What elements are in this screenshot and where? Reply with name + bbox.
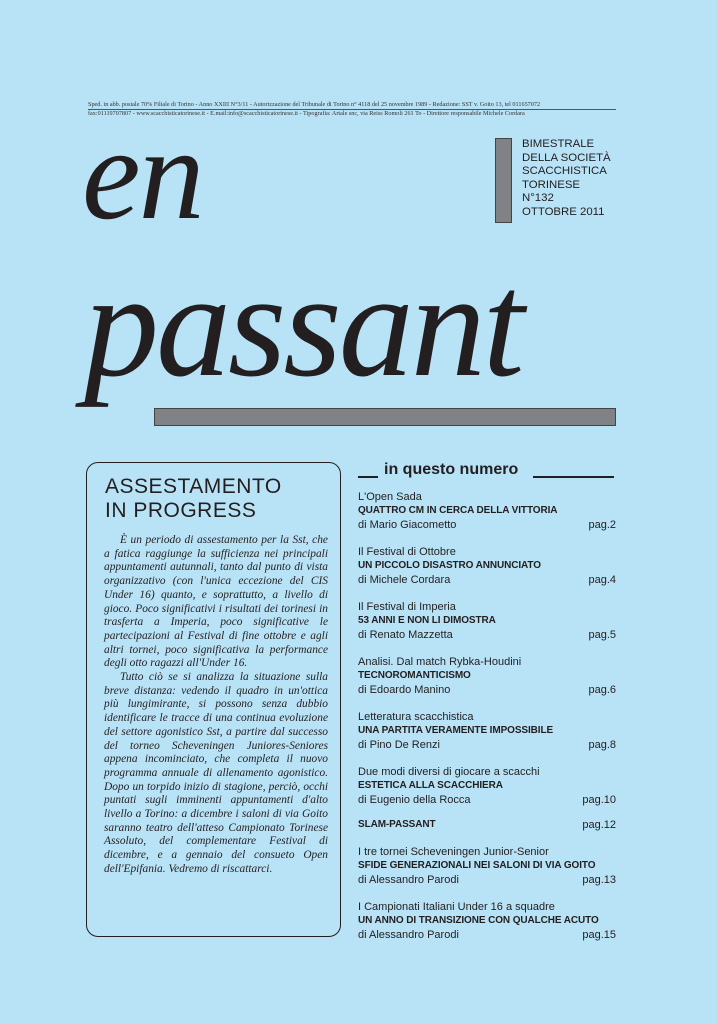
toc-item[interactable] (358, 655, 616, 697)
issue-date: OTTOBRE 2011 (522, 205, 605, 218)
editorial-body (104, 534, 328, 877)
toc-item-headline: 53 ANNI E NON LI DIMOSTRA (358, 615, 496, 626)
toc-item-category: Due modi diversi di giocare a scacchi (358, 766, 540, 778)
toc-item-category: L'Open Sada (358, 491, 422, 503)
toc-item-author: di Alessandro Parodi (358, 929, 459, 941)
toc-item-headline: SFIDE GENERAZIONALI NEI SALONI DI VIA GOITO (358, 860, 596, 871)
editorial-title-line-1: ASSESTAMENTO (105, 475, 282, 498)
editorial-box (86, 462, 341, 937)
toc-header-rule-right (533, 476, 614, 478)
toc-item-headline: UN ANNO DI TRANSIZIONE CON QUALCHE ACUTO (358, 915, 599, 926)
toc-item-headline: ESTETICA ALLA SCACCHIERA (358, 780, 503, 791)
masthead-info-line: SCACCHISTICA (522, 165, 607, 178)
editorial-paragraph: È un periodo di assestamento per la Sst, che a fatica raggiunge la sufficienza nei principali appuntamenti autunnali, tanto dal punto di vista organizzativo (con l'unica eccezione del CIS Under 16) quanto, e soprattutto, a livello di gioco. Poco significativi i risultati dei torinesi in trasferta a Imperia, poco significative le partecipazioni al Festival di fine ottobre e agli altri tornei, poco significativa la performance degli otto ragazzi all'Under 16. (104, 534, 328, 670)
masthead-horizontal-bar (154, 408, 616, 426)
toc-item[interactable] (358, 900, 616, 942)
toc-item-page: pag.8 (588, 739, 616, 751)
toc-item-author: di Renato Mazzetta (358, 629, 453, 641)
masthead-info-line: DELLA SOCIETÀ (522, 151, 611, 164)
masthead-title-en: en (82, 100, 203, 247)
toc-item-author: di Pino De Renzi (358, 739, 440, 751)
issue-number: N°132 (522, 192, 554, 205)
toc-item-page: pag.4 (588, 574, 616, 586)
toc-item-page: pag.6 (588, 684, 616, 696)
toc-item-category: Letteratura scacchistica (358, 711, 474, 723)
toc-item[interactable] (358, 765, 616, 807)
toc-item-headline: TECNOROMANTICISMO (358, 670, 471, 681)
toc-item-headline: UNA PARTITA VERAMENTE IMPOSSIBILE (358, 725, 554, 736)
toc-item-category: Il Festival di Ottobre (358, 546, 456, 558)
toc-item-author: di Mario Giacometto (358, 519, 457, 531)
masthead-info (522, 138, 611, 220)
toc-item-page: pag.12 (582, 819, 616, 831)
toc-item-category: Analisi. Dal match Rybka-Houdini (358, 656, 522, 668)
postal-line-1: Sped. in abb. postale 70% Filiale di Torino - Anno XXIII N°3/11 - Autorizzazione del Tribunale di Torino n° 4118 del 25 novembre 1989 - Redazione: SST v. Goito 13, tel 011657072 (88, 101, 616, 110)
toc-item-page: pag.15 (582, 929, 616, 941)
toc-item-page: pag.5 (588, 629, 616, 641)
toc-item-headline: UN PICCOLO DISASTRO ANNUNCIATO (358, 560, 541, 571)
toc-item[interactable] (358, 710, 616, 752)
editorial-paragraph: Tutto ciò se si analizza la situazione sulla breve distanza: vedendo il quadro in un'ottica più lungimirante, si possono senza dubbio identificare le tracce di una continua evoluzione del settore agonistico Sst, a partire dal successo del torneo Scheveningen Juniores-Seniores appena incominciato, che completa il nuovo programma annuale di allenamento agonistico. Dopo un torpido inizio di stagione, perciò, occhi puntati sugli imminenti appuntamenti d'alto livello a Torino: a dicembre i saloni di via Goito saranno teatro dell'atteso Campionato Torinese Assoluto, del complementare Festival di dicembre, e a gennaio del consueto Open dell'Epifania. Vedremo di riscattarci. (104, 671, 328, 875)
toc-item-page: pag.13 (582, 874, 616, 886)
editorial-title (105, 475, 282, 523)
toc-item-author: di Michele Cordara (358, 574, 451, 586)
masthead-info-line: TORINESE (522, 178, 581, 191)
postal-line-2: fax:01119707807 - www.scacchisticatorinese.it - E.mail:info@scacchisticatorinese.it - Tipografia: Artale snc, via Reiss Romoli 261 To - Direttore responsabile Michele Cordara (88, 110, 525, 117)
toc-item-category: I Campionati Italiani Under 16 a squadre (358, 901, 555, 913)
toc-item-headline: SLAM-PASSANT (358, 819, 436, 830)
toc-item[interactable] (358, 490, 616, 532)
toc-header-label: in questo numero (384, 461, 519, 478)
toc-item-author: di Alessandro Parodi (358, 874, 459, 886)
toc-header (358, 460, 616, 482)
toc-item-author: di Edoardo Manino (358, 684, 451, 696)
toc-item-category: Il Festival di Imperia (358, 601, 456, 613)
toc-item[interactable] (358, 845, 616, 887)
editorial-title-line-2: IN PROGRESS (105, 499, 257, 522)
toc-header-rule-left (358, 476, 378, 478)
toc-item-category: I tre tornei Scheveningen Junior-Senior (358, 846, 549, 858)
masthead-vertical-bar (495, 138, 512, 223)
toc-item[interactable] (358, 545, 616, 587)
toc-item-page: pag.10 (582, 794, 616, 806)
toc-item-author: di Eugenio della Rocca (358, 794, 471, 806)
toc-item[interactable] (358, 818, 616, 832)
masthead-info-line: BIMESTRALE (522, 138, 595, 150)
toc-item[interactable] (358, 600, 616, 642)
toc-item-page: pag.2 (588, 519, 616, 531)
masthead-title-passant: passant (84, 242, 522, 408)
toc-item-headline: QUATTRO CM IN CERCA DELLA VITTORIA (358, 505, 558, 516)
